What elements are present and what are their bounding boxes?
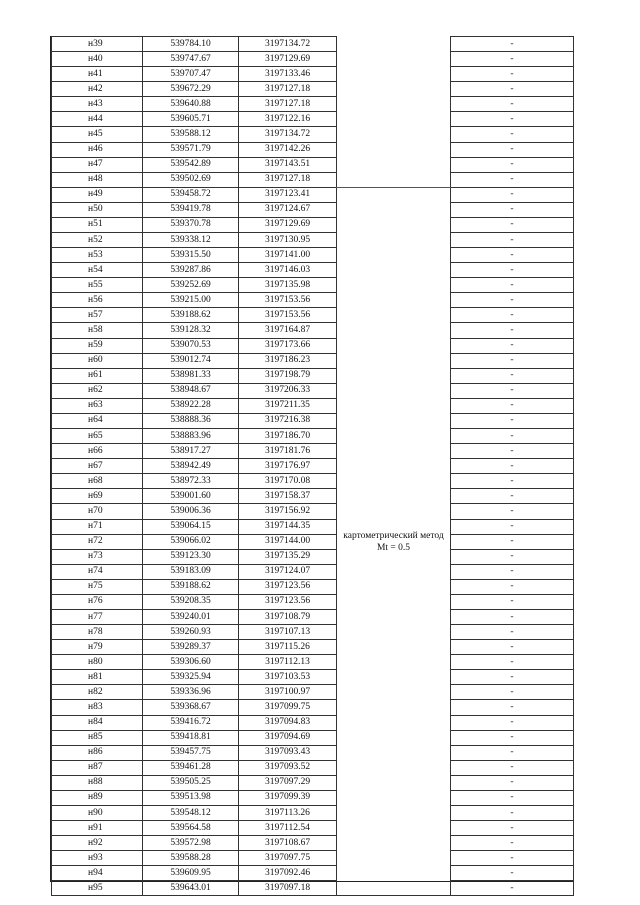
table-row <box>52 730 574 745</box>
precision-value-cell: - <box>451 157 574 172</box>
precision-value-cell: - <box>451 308 574 323</box>
y-coordinate-cell: 3197127.18 <box>239 97 337 112</box>
precision-value-cell: - <box>451 745 574 760</box>
y-coordinate-cell: 3197127.18 <box>239 82 337 97</box>
table-row <box>52 715 574 730</box>
y-coordinate-cell: 3197173.66 <box>239 338 337 353</box>
point-name-cell: н59 <box>52 338 143 353</box>
y-coordinate-cell: 3197124.07 <box>239 564 337 579</box>
table-row <box>52 263 574 278</box>
y-coordinate-cell: 3197097.29 <box>239 775 337 790</box>
x-coordinate-cell: 538948.67 <box>143 383 239 398</box>
x-coordinate-cell: 539240.01 <box>143 609 239 624</box>
x-coordinate-cell: 539006.36 <box>143 504 239 519</box>
point-name-cell: н47 <box>52 157 143 172</box>
x-coordinate-cell: 539505.25 <box>143 775 239 790</box>
table-row <box>52 383 574 398</box>
x-coordinate-cell: 539208.35 <box>143 594 239 609</box>
x-coordinate-cell: 539128.32 <box>143 323 239 338</box>
point-name-cell: н85 <box>52 730 143 745</box>
table-row <box>52 217 574 232</box>
y-coordinate-cell: 3197181.76 <box>239 444 337 459</box>
point-name-cell: н78 <box>52 625 143 640</box>
x-coordinate-cell: 539643.01 <box>143 881 239 896</box>
y-coordinate-cell: 3197108.79 <box>239 609 337 624</box>
table-row <box>52 685 574 700</box>
y-coordinate-cell: 3197144.35 <box>239 519 337 534</box>
precision-value-cell: - <box>451 293 574 308</box>
point-name-cell: н67 <box>52 459 143 474</box>
x-coordinate-cell: 539289.37 <box>143 640 239 655</box>
point-name-cell: н74 <box>52 564 143 579</box>
precision-value-cell: - <box>451 353 574 368</box>
x-coordinate-cell: 538888.36 <box>143 413 239 428</box>
y-coordinate-cell: 3197122.16 <box>239 112 337 127</box>
precision-value-cell: - <box>451 670 574 685</box>
point-name-cell: н71 <box>52 519 143 534</box>
precision-value-cell: - <box>451 821 574 836</box>
table-row <box>52 760 574 775</box>
table-row <box>52 398 574 413</box>
table-row <box>52 112 574 127</box>
precision-value-cell: - <box>451 775 574 790</box>
table-row <box>52 564 574 579</box>
point-name-cell: н90 <box>52 805 143 820</box>
y-coordinate-cell: 3197113.26 <box>239 805 337 820</box>
point-name-cell: н60 <box>52 353 143 368</box>
point-name-cell: н81 <box>52 670 143 685</box>
table-row <box>52 67 574 82</box>
precision-value-cell: - <box>451 715 574 730</box>
y-coordinate-cell: 3197141.00 <box>239 248 337 263</box>
y-coordinate-cell: 3197123.41 <box>239 187 337 202</box>
coordinates-sheet <box>50 36 574 893</box>
x-coordinate-cell: 539588.12 <box>143 127 239 142</box>
x-coordinate-cell: 539188.62 <box>143 579 239 594</box>
precision-value-cell: - <box>451 805 574 820</box>
precision-value-cell: - <box>451 474 574 489</box>
table-row <box>52 655 574 670</box>
method-label-cell: картометрический метод Mt = 0.5 <box>337 187 451 896</box>
y-coordinate-cell: 3197143.51 <box>239 157 337 172</box>
x-coordinate-cell: 539707.47 <box>143 67 239 82</box>
x-coordinate-cell: 539588.28 <box>143 851 239 866</box>
y-coordinate-cell: 3197211.35 <box>239 398 337 413</box>
table-row <box>52 519 574 534</box>
table-row <box>52 851 574 866</box>
x-coordinate-cell: 539183.09 <box>143 564 239 579</box>
y-coordinate-cell: 3197097.18 <box>239 881 337 896</box>
y-coordinate-cell: 3197099.75 <box>239 700 337 715</box>
y-coordinate-cell: 3197164.87 <box>239 323 337 338</box>
point-name-cell: н58 <box>52 323 143 338</box>
y-coordinate-cell: 3197108.67 <box>239 836 337 851</box>
point-name-cell: н72 <box>52 534 143 549</box>
point-name-cell: н83 <box>52 700 143 715</box>
table-row <box>52 670 574 685</box>
y-coordinate-cell: 3197198.79 <box>239 368 337 383</box>
table-row <box>52 640 574 655</box>
precision-value-cell: - <box>451 534 574 549</box>
y-coordinate-cell: 3197170.08 <box>239 474 337 489</box>
x-coordinate-cell: 538883.96 <box>143 429 239 444</box>
point-name-cell: н75 <box>52 579 143 594</box>
y-coordinate-cell: 3197099.39 <box>239 790 337 805</box>
point-name-cell: н92 <box>52 836 143 851</box>
table-row <box>52 52 574 67</box>
point-name-cell: н53 <box>52 248 143 263</box>
precision-value-cell: - <box>451 37 574 52</box>
y-coordinate-cell: 3197133.46 <box>239 67 337 82</box>
x-coordinate-cell: 538922.28 <box>143 398 239 413</box>
y-coordinate-cell: 3197094.69 <box>239 730 337 745</box>
table-row <box>52 248 574 263</box>
x-coordinate-cell: 539416.72 <box>143 715 239 730</box>
x-coordinate-cell: 539609.95 <box>143 866 239 881</box>
table-row <box>52 700 574 715</box>
x-coordinate-cell: 539418.81 <box>143 730 239 745</box>
precision-value-cell: - <box>451 112 574 127</box>
precision-value-cell: - <box>451 429 574 444</box>
table-row <box>52 353 574 368</box>
x-coordinate-cell: 539064.15 <box>143 519 239 534</box>
precision-value-cell: - <box>451 881 574 896</box>
x-coordinate-cell: 539419.78 <box>143 202 239 217</box>
y-coordinate-cell: 3197129.69 <box>239 217 337 232</box>
x-coordinate-cell: 539458.72 <box>143 187 239 202</box>
table-row <box>52 594 574 609</box>
x-coordinate-cell: 539370.78 <box>143 217 239 232</box>
precision-value-cell: - <box>451 730 574 745</box>
table-row <box>52 836 574 851</box>
x-coordinate-cell: 539066.02 <box>143 534 239 549</box>
table-row <box>52 805 574 820</box>
table-row <box>52 821 574 836</box>
precision-value-cell: - <box>451 564 574 579</box>
point-name-cell: н91 <box>52 821 143 836</box>
point-name-cell: н39 <box>52 37 143 52</box>
x-coordinate-cell: 539325.94 <box>143 670 239 685</box>
x-coordinate-cell: 539123.30 <box>143 549 239 564</box>
point-name-cell: н66 <box>52 444 143 459</box>
point-name-cell: н95 <box>52 881 143 896</box>
precision-value-cell: - <box>451 338 574 353</box>
table-row <box>52 308 574 323</box>
x-coordinate-cell: 539287.86 <box>143 263 239 278</box>
table-row <box>52 338 574 353</box>
coordinates-table <box>51 36 574 896</box>
y-coordinate-cell: 3197135.98 <box>239 278 337 293</box>
x-coordinate-cell: 539368.67 <box>143 700 239 715</box>
point-name-cell: н63 <box>52 398 143 413</box>
y-coordinate-cell: 3197093.43 <box>239 745 337 760</box>
x-coordinate-cell: 539572.98 <box>143 836 239 851</box>
y-coordinate-cell: 3197176.97 <box>239 459 337 474</box>
precision-value-cell: - <box>451 760 574 775</box>
precision-value-cell: - <box>451 398 574 413</box>
precision-value-cell: - <box>451 368 574 383</box>
table-row <box>52 202 574 217</box>
y-coordinate-cell: 3197206.33 <box>239 383 337 398</box>
x-coordinate-cell: 539605.71 <box>143 112 239 127</box>
point-name-cell: н55 <box>52 278 143 293</box>
precision-value-cell: - <box>451 248 574 263</box>
precision-value-cell: - <box>451 640 574 655</box>
table-row <box>52 534 574 549</box>
point-name-cell: н76 <box>52 594 143 609</box>
point-name-cell: н80 <box>52 655 143 670</box>
y-coordinate-cell: 3197094.83 <box>239 715 337 730</box>
point-name-cell: н65 <box>52 429 143 444</box>
table-row <box>52 368 574 383</box>
precision-value-cell: - <box>451 504 574 519</box>
table-row <box>52 474 574 489</box>
y-coordinate-cell: 3197103.53 <box>239 670 337 685</box>
table-row <box>52 293 574 308</box>
precision-value-cell: - <box>451 383 574 398</box>
point-name-cell: н94 <box>52 866 143 881</box>
y-coordinate-cell: 3197153.56 <box>239 293 337 308</box>
precision-value-cell: - <box>451 866 574 881</box>
point-name-cell: н49 <box>52 187 143 202</box>
point-name-cell: н89 <box>52 790 143 805</box>
precision-value-cell: - <box>451 82 574 97</box>
point-name-cell: н56 <box>52 293 143 308</box>
x-coordinate-cell: 539502.69 <box>143 172 239 187</box>
table-row <box>52 790 574 805</box>
point-name-cell: н54 <box>52 263 143 278</box>
point-name-cell: н70 <box>52 504 143 519</box>
point-name-cell: н43 <box>52 97 143 112</box>
y-coordinate-cell: 3197142.26 <box>239 142 337 157</box>
y-coordinate-cell: 3197115.26 <box>239 640 337 655</box>
table-row <box>52 323 574 338</box>
y-coordinate-cell: 3197100.97 <box>239 685 337 700</box>
x-coordinate-cell: 539252.69 <box>143 278 239 293</box>
x-coordinate-cell: 539260.93 <box>143 625 239 640</box>
y-coordinate-cell: 3197156.92 <box>239 504 337 519</box>
point-name-cell: н62 <box>52 383 143 398</box>
point-name-cell: н51 <box>52 217 143 232</box>
precision-value-cell: - <box>451 700 574 715</box>
precision-value-cell: - <box>451 233 574 248</box>
precision-value-cell: - <box>451 609 574 624</box>
precision-value-cell: - <box>451 263 574 278</box>
precision-value-cell: - <box>451 549 574 564</box>
x-coordinate-cell: 539215.00 <box>143 293 239 308</box>
precision-value-cell: - <box>451 413 574 428</box>
point-name-cell: н68 <box>52 474 143 489</box>
precision-value-cell: - <box>451 594 574 609</box>
x-coordinate-cell: 539338.12 <box>143 233 239 248</box>
table-row <box>52 444 574 459</box>
precision-value-cell: - <box>451 52 574 67</box>
x-coordinate-cell: 539548.12 <box>143 805 239 820</box>
point-name-cell: н69 <box>52 489 143 504</box>
table-row <box>52 459 574 474</box>
table-row <box>52 127 574 142</box>
y-coordinate-cell: 3197186.23 <box>239 353 337 368</box>
point-name-cell: н82 <box>52 685 143 700</box>
y-coordinate-cell: 3197144.00 <box>239 534 337 549</box>
y-coordinate-cell: 3197129.69 <box>239 52 337 67</box>
x-coordinate-cell: 539513.98 <box>143 790 239 805</box>
x-coordinate-cell: 539640.88 <box>143 97 239 112</box>
precision-value-cell: - <box>451 625 574 640</box>
table-row <box>52 625 574 640</box>
table-row <box>52 549 574 564</box>
precision-value-cell: - <box>451 685 574 700</box>
point-name-cell: н87 <box>52 760 143 775</box>
point-name-cell: н64 <box>52 413 143 428</box>
x-coordinate-cell: 539188.62 <box>143 308 239 323</box>
point-name-cell: н52 <box>52 233 143 248</box>
table-row <box>52 429 574 444</box>
point-name-cell: н40 <box>52 52 143 67</box>
point-name-cell: н44 <box>52 112 143 127</box>
precision-value-cell: - <box>451 278 574 293</box>
y-coordinate-cell: 3197097.75 <box>239 851 337 866</box>
x-coordinate-cell: 539564.58 <box>143 821 239 836</box>
table-row <box>52 489 574 504</box>
y-coordinate-cell: 3197134.72 <box>239 127 337 142</box>
table-row <box>52 187 574 202</box>
x-coordinate-cell: 539747.67 <box>143 52 239 67</box>
precision-value-cell: - <box>451 142 574 157</box>
point-name-cell: н77 <box>52 609 143 624</box>
precision-value-cell: - <box>451 444 574 459</box>
precision-value-cell: - <box>451 836 574 851</box>
y-coordinate-cell: 3197135.29 <box>239 549 337 564</box>
precision-value-cell: - <box>451 519 574 534</box>
table-row <box>52 82 574 97</box>
point-name-cell: н93 <box>52 851 143 866</box>
precision-value-cell: - <box>451 97 574 112</box>
precision-value-cell: - <box>451 851 574 866</box>
table-row <box>52 609 574 624</box>
y-coordinate-cell: 3197127.18 <box>239 172 337 187</box>
x-coordinate-cell: 539001.60 <box>143 489 239 504</box>
y-coordinate-cell: 3197130.95 <box>239 233 337 248</box>
x-coordinate-cell: 539672.29 <box>143 82 239 97</box>
y-coordinate-cell: 3197093.52 <box>239 760 337 775</box>
y-coordinate-cell: 3197124.67 <box>239 202 337 217</box>
precision-value-cell: - <box>451 67 574 82</box>
point-name-cell: н48 <box>52 172 143 187</box>
table-row <box>52 172 574 187</box>
precision-value-cell: - <box>451 217 574 232</box>
point-name-cell: н88 <box>52 775 143 790</box>
precision-value-cell: - <box>451 202 574 217</box>
precision-value-cell: - <box>451 172 574 187</box>
point-name-cell: н41 <box>52 67 143 82</box>
y-coordinate-cell: 3197123.56 <box>239 579 337 594</box>
table-row <box>52 233 574 248</box>
point-name-cell: н84 <box>52 715 143 730</box>
y-coordinate-cell: 3197112.54 <box>239 821 337 836</box>
point-name-cell: н46 <box>52 142 143 157</box>
precision-value-cell: - <box>451 459 574 474</box>
x-coordinate-cell: 539461.28 <box>143 760 239 775</box>
y-coordinate-cell: 3197107.13 <box>239 625 337 640</box>
point-name-cell: н42 <box>52 82 143 97</box>
point-name-cell: н61 <box>52 368 143 383</box>
table-row <box>52 745 574 760</box>
x-coordinate-cell: 538981.33 <box>143 368 239 383</box>
table-row <box>52 278 574 293</box>
table-row <box>52 866 574 881</box>
y-coordinate-cell: 3197153.56 <box>239 308 337 323</box>
table-row <box>52 97 574 112</box>
x-coordinate-cell: 539012.74 <box>143 353 239 368</box>
x-coordinate-cell: 539336.96 <box>143 685 239 700</box>
y-coordinate-cell: 3197158.37 <box>239 489 337 504</box>
precision-value-cell: - <box>451 655 574 670</box>
precision-value-cell: - <box>451 187 574 202</box>
table-row <box>52 157 574 172</box>
point-name-cell: н79 <box>52 640 143 655</box>
y-coordinate-cell: 3197112.13 <box>239 655 337 670</box>
table-row <box>52 881 574 896</box>
table-row <box>52 579 574 594</box>
precision-value-cell: - <box>451 489 574 504</box>
y-coordinate-cell: 3197146.03 <box>239 263 337 278</box>
precision-value-cell: - <box>451 579 574 594</box>
table-row <box>52 413 574 428</box>
table-row <box>52 142 574 157</box>
table-row <box>52 775 574 790</box>
y-coordinate-cell: 3197216.38 <box>239 413 337 428</box>
y-coordinate-cell: 3197134.72 <box>239 37 337 52</box>
precision-value-cell: - <box>451 323 574 338</box>
precision-value-cell: - <box>451 127 574 142</box>
x-coordinate-cell: 538972.33 <box>143 474 239 489</box>
y-coordinate-cell: 3197186.70 <box>239 429 337 444</box>
coordinates-table-body <box>52 37 574 896</box>
point-name-cell: н86 <box>52 745 143 760</box>
point-name-cell: н45 <box>52 127 143 142</box>
x-coordinate-cell: 539315.50 <box>143 248 239 263</box>
y-coordinate-cell: 3197123.56 <box>239 594 337 609</box>
y-coordinate-cell: 3197092.46 <box>239 866 337 881</box>
point-name-cell: н73 <box>52 549 143 564</box>
method-cell-upper <box>337 37 451 188</box>
x-coordinate-cell: 539457.75 <box>143 745 239 760</box>
table-row <box>52 37 574 52</box>
table-row <box>52 504 574 519</box>
precision-value-cell: - <box>451 790 574 805</box>
x-coordinate-cell: 539070.53 <box>143 338 239 353</box>
point-name-cell: н57 <box>52 308 143 323</box>
x-coordinate-cell: 538917.27 <box>143 444 239 459</box>
point-name-cell: н50 <box>52 202 143 217</box>
x-coordinate-cell: 539784.10 <box>143 37 239 52</box>
x-coordinate-cell: 539306.60 <box>143 655 239 670</box>
x-coordinate-cell: 538942.49 <box>143 459 239 474</box>
x-coordinate-cell: 539571.79 <box>143 142 239 157</box>
x-coordinate-cell: 539542.89 <box>143 157 239 172</box>
